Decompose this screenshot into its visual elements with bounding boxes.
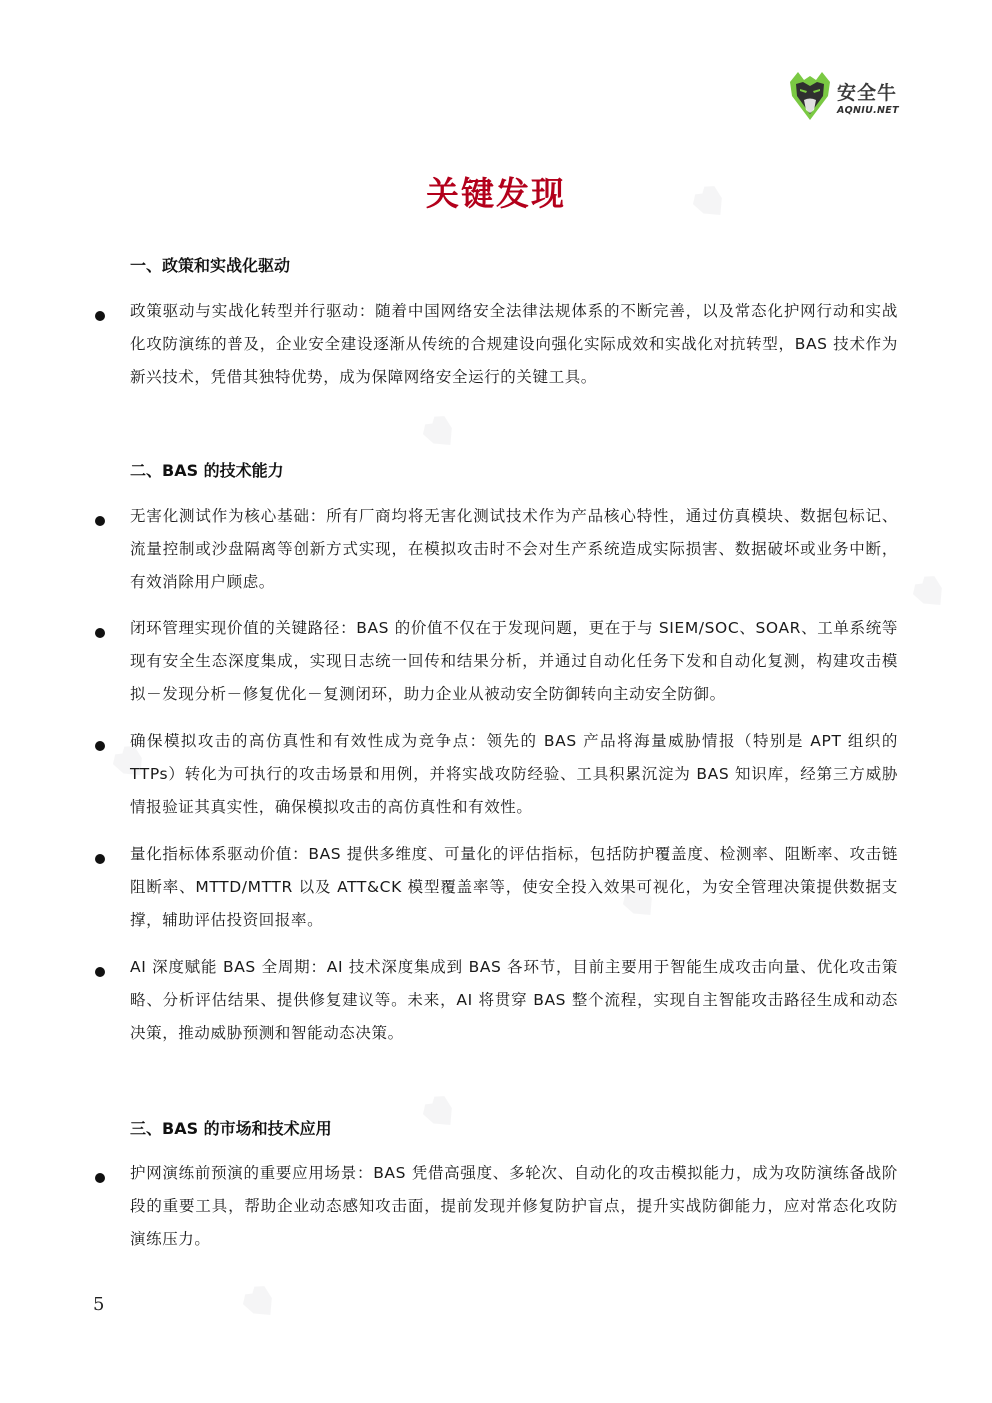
section-heading: 二、BAS 的技术能力 [130,461,284,480]
bullet-icon [95,628,105,638]
page-title: 关键发现 [426,174,566,213]
bullet-icon [95,1173,105,1183]
bullet-icon [95,854,105,864]
section-heading: 三、BAS 的市场和技术应用 [130,1119,332,1138]
list-item-text: 无害化测试作为核心基础：所有厂商均将无害化测试技术作为产品核心特性，通过仿真模块、数据包标记、流量控制或沙盘隔离等创新方式实现，在模拟攻击时不会对生产系统造成实际损害、数据破坏或业务中断，有效消除用户顾虑。 [130,507,898,591]
list-item-text: 护网演练前预演的重要应用场景：BAS 凭借高强度、多轮次、自动化的攻击模拟能力，成为攻防演练备战阶段的重要工具，帮助企业动态感知攻击面，提前发现并修复防护盲点，提升实战防御能力，应对常态化攻防演练压力。 [130,1164,898,1248]
logo-name-cn: 安全牛 [837,82,898,104]
list-item-text: 政策驱动与实战化转型并行驱动：随着中国网络安全法律法规体系的不断完善，以及常态化护网行动和实战化攻防演练的普及，企业安全建设逐渐从传统的合规建设向强化实际成效和实战化对抗转型，BAS 技术作为新兴技术，凭借其独特优势，成为保障网络安全运行的关键工具。 [130,302,898,386]
section-heading: 一、政策和实战化驱动 [130,256,291,275]
logo-name-en: AQNIU.NET [837,105,899,116]
list-item-text: 量化指标体系驱动价值：BAS 提供多维度、可量化的评估指标，包括防护覆盖度、检测率、阻断率、攻击链阻断率、MTTD/MTTR 以及 ATT&CK 模型覆盖率等，使安全投入效果可视化，为安全管理决策提供数据支撑，辅助评估投资回报率。 [130,845,898,929]
bullet-icon [95,311,105,321]
list-item-text: 确保模拟攻击的高仿真性和有效性成为竞争点：领先的 BAS 产品将海量威胁情报（特别是 APT 组织的 TTPs）转化为可执行的攻击场景和用例，并将实战攻防经验、工具积累沉淀为 BAS 知识库，经第三方威胁情报验证其真实性，确保模拟攻击的高仿真性和有效性。 [130,732,898,816]
watermark-logo [902,513,992,667]
helmet-mask-icon [787,70,833,122]
bullet-icon [95,516,105,526]
bullet-icon [95,741,105,751]
list-item-text: 闭环管理实现价值的关键路径：BAS 的价值不仅在于发现问题，更在于与 SIEM/SOC、SOAR、工单系统等现有安全生态深度集成，实现日志统一回传和结果分析，并通过自动化任务下发和自动化复测，构建攻击模拟－发现分析－修复优化－复测闭环，助力企业从被动安全防御转向主动安全防御。 [130,619,898,703]
aqniu-logo [787,70,902,122]
page-number: 5 [93,1294,105,1315]
bullet-icon [95,967,105,977]
list-item-text: AI 深度赋能 BAS 全周期：AI 技术深度集成到 BAS 各环节，目前主要用于智能生成攻击向量、优化攻击策略、分析评估结果、提供修复建议等。未来，AI 将贯穿 BAS 整个流程，实现自主智能攻击路径生成和动态决策，推动威胁预测和智能动态决策。 [130,958,898,1042]
